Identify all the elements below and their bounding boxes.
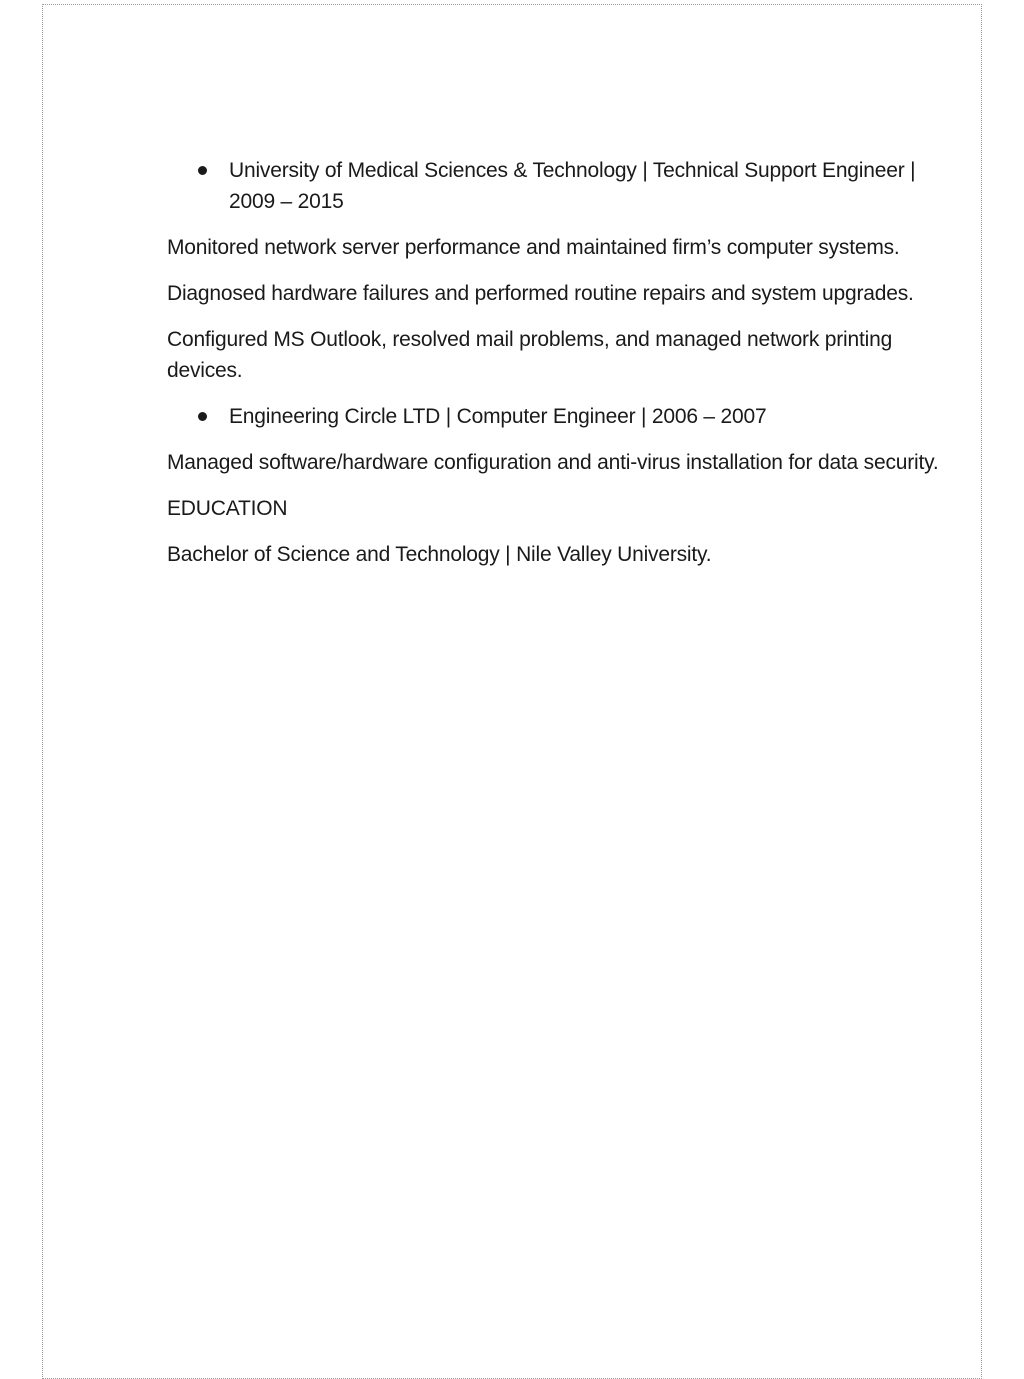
duty-outlook-config: Configured MS Outlook, resolved mail problems, and managed network printing devices.	[167, 328, 893, 382]
duty-software-config: Managed software/hardware configuration and anti-virus installation for data security.	[167, 451, 939, 474]
experience-entry-text: Engineering Circle LTD | Computer Engineer | 2006 – 2007	[229, 405, 767, 428]
education-entry: Bachelor of Science and Technology | Nile Valley University.	[167, 543, 712, 566]
document-body	[167, 155, 957, 585]
duty-hardware-diagnosis: Diagnosed hardware failures and performed routine repairs and system upgrades.	[167, 282, 914, 305]
experience-entry-text: University of Medical Sciences & Technology | Technical Support Engineer | 2009 – 2015	[229, 159, 916, 213]
bullet-icon	[198, 166, 207, 175]
experience-entry-engineering-circle	[167, 401, 957, 432]
experience-entry-umst	[167, 155, 957, 217]
section-heading-education: EDUCATION	[167, 497, 288, 520]
document-page	[42, 4, 982, 1379]
bullet-icon	[198, 412, 207, 421]
duty-network-monitoring: Monitored network server performance and maintained firm’s computer systems.	[167, 236, 900, 259]
